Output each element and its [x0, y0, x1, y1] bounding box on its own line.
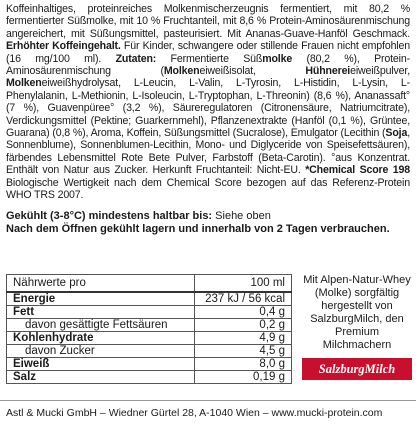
allergen-molke-1: molke	[262, 52, 293, 65]
nutrition-label-zucker: davon Zucker	[7, 345, 195, 358]
nutrition-value-eiweiss: 8,0 g	[195, 358, 292, 371]
table-row	[7, 306, 292, 319]
footer-divider	[0, 400, 416, 401]
ingredients-block	[6, 3, 410, 236]
zutaten-text-1: Fermentierte Süß	[156, 52, 263, 65]
nutrition-header-label: Nährwerte pro	[7, 275, 195, 293]
zutaten-label: Zutaten:	[115, 52, 157, 65]
ingredients-text	[6, 3, 410, 202]
table-row	[7, 319, 292, 332]
table-row	[7, 345, 292, 358]
zutaten-text-3: eiweißisolat,	[199, 65, 306, 78]
storage-normal: Siehe oben	[212, 209, 271, 222]
storage-line-2: Nach dem Öffnen gekühlt lagern und innerhalb von 2 Tagen verbrauchen.	[6, 222, 390, 235]
zutaten-text-7: Biologische Wertigkeit nach dem Chemical Score bezogen auf das Referenz-Protein WHO TRS 2007.	[6, 176, 410, 202]
nutrition-label-energie: Energie	[7, 292, 195, 306]
zutaten-text-2: (80,2 %), Protein-Aminosäurenmischung (	[6, 52, 410, 78]
nutrition-label-fett: Fett	[7, 306, 195, 319]
producer-info	[302, 274, 412, 380]
nutrition-value-fett: 0,4 g	[195, 306, 292, 319]
allergen-soja: Soja	[385, 127, 408, 140]
zutaten-text-5: eiweißhydrolysat, L-Leucin, L-Valin, L-Tyrosin, L-Histidin, L-Lysin, L-Phenylalanin, L-Methionin, L-Isoleucin, L-Tryptophan, L-Threonin) (8,6 %), Ananassaft° (7 %), Guavenpüree° (3,2 %), Säureregulatoren (Citronensäure, Natriumcitrate), Verdickungsmittel (Pektine; Guarkernmehl), Pflanzenextrakte (Hanföl (0,1 %), Grüntee, Guarana) (0,8 %), Aroma, Koffein, Süßungsmittel (Sucralose), Emulgator (Lecithin (	[6, 77, 410, 140]
storage-instructions	[6, 210, 410, 236]
nutrition-label-salz: Salz	[7, 371, 195, 384]
salzburgmilch-logo: SalzburgMilch	[302, 358, 412, 380]
nutrition-value-fettsaeuren: 0,2 g	[195, 319, 292, 332]
nutrition-label-eiweiss: Eiweiß	[7, 358, 195, 371]
nutrition-value-kohlenhydrate: 4,9 g	[195, 332, 292, 345]
footer-address: Astl & Mucki GmbH – Wiedner Gürtel 28, A-1040 Wien – www.mucki-protein.com	[6, 407, 383, 419]
caffeine-warning-text: Für Kinder, schwangere oder stillende Frauen nicht empfohlen (16 mg/100 ml).	[6, 40, 410, 65]
chemical-score: *Chemical Score 198	[305, 164, 410, 177]
nutrition-header-value: 100 ml	[195, 275, 292, 293]
zutaten-text-6: , Sonnenblume), Sonnenblumen-Lecithin, Mono- und Diglyceride von Speisefettsäuren), färbendes Lebensmittel Rote Bete Pulver, Farbstoff (Beta-Carotin). °aus Konzentrat. Enthält von Natur aus Zucker. Herkunft Fruchtanteil: Nicht-EU.	[6, 127, 410, 177]
nutrition-section	[6, 274, 410, 398]
table-row	[7, 332, 292, 345]
allergen-molke-3: Molken	[6, 77, 42, 90]
nutrition-value-zucker: 4,5 g	[195, 345, 292, 358]
nutrition-value-salz: 0,19 g	[195, 371, 292, 384]
nutrition-value-energie: 237 kJ / 56 kcal	[195, 292, 292, 306]
nutrition-label-kohlenhydrate: Kohlenhydrate	[7, 332, 195, 345]
storage-bold: Gekühlt (3-8°C) mindestens haltbar bis:	[6, 209, 213, 222]
allergen-molke-2: Molken	[163, 65, 200, 78]
zutaten-text-4: eiweißpulver,	[350, 65, 410, 78]
ingredients-intro: Koffeinhaltiges, proteinreiches Molkenmischerzeugnis fermentiert, mit 80,2 % fermentierter Süßmolke, mit 10 % Fruchtanteil, mit 8,6 % Protein-Aminosäurenmischung angereichert, mit Süßungsmittel, pasteurisiert. Mit Ananas-Guave-Hanföl Geschmack.	[6, 3, 410, 40]
producer-text: Mit Alpen-Natur-Whey (Molke) sorgfältig hergestellt von SalzburgMilch, den Premium Milchmachern	[303, 274, 411, 351]
table-row	[7, 358, 292, 371]
storage-line-1	[6, 210, 410, 223]
nutrition-header-row	[7, 275, 292, 293]
allergen-huehnerei: Hühnerei	[305, 65, 351, 78]
nutrition-table	[6, 274, 292, 384]
caffeine-warning-title: Erhöhter Koffeingehalt.	[6, 40, 121, 53]
table-row	[7, 292, 292, 306]
nutrition-label-fettsaeuren: davon gesättigte Fettsäuren	[7, 319, 195, 332]
table-row	[7, 371, 292, 384]
